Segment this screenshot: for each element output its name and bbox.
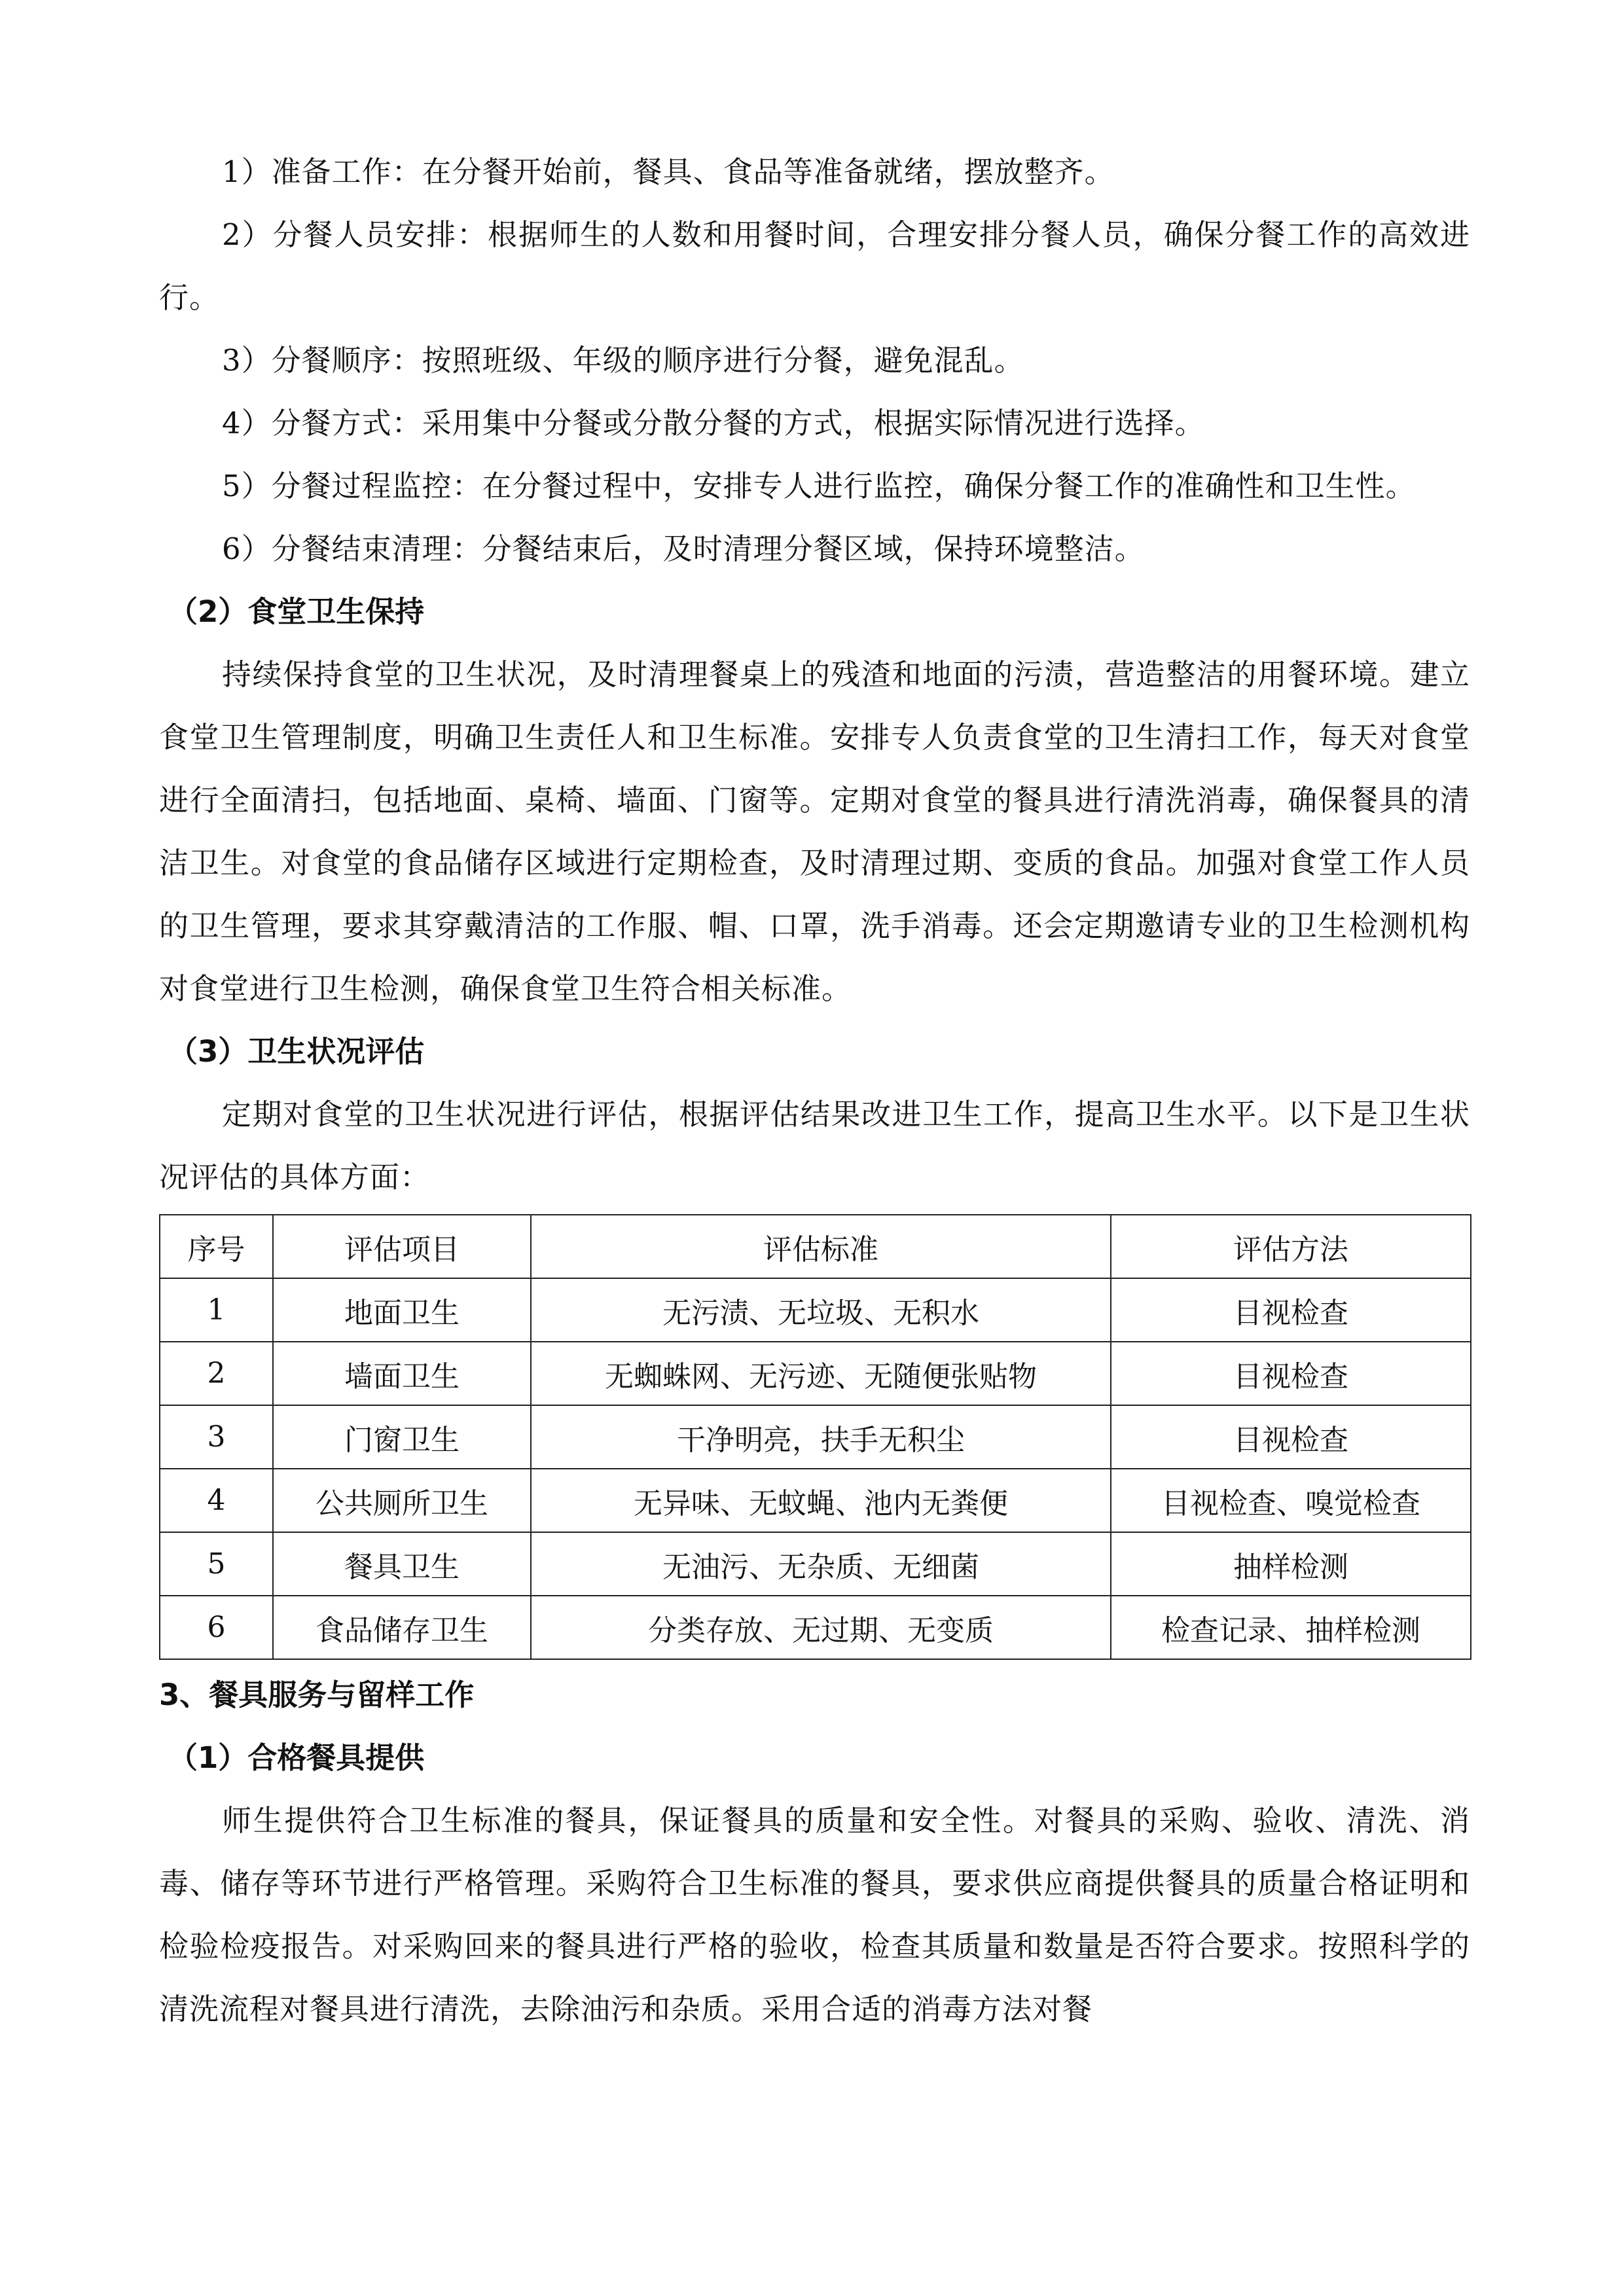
table-header-row [160,1215,1471,1278]
hygiene-body: 持续保持食堂的卫生状况，及时清理餐桌上的残渣和地面的污渍，营造整洁的用餐环境。建立食堂卫生管理制度，明确卫生责任人和卫生标准。安排专人负责食堂的卫生清扫工作，每天对食堂进行全面清扫，包括地面、桌椅、墙面、门窗等。定期对食堂的餐具进行清洗消毒，确保餐具的清洁卫生。对食堂的食品储存区域进行定期检查，及时清理过期、变质的食品。加强对食堂工作人员的卫生管理，要求其穿戴清洁的工作服、帽、口罩，洗手消毒。还会定期邀请专业的卫生检测机构对食堂进行卫生检测，确保食堂卫生符合相关标准。 [159,657,1470,1006]
table-cell-item: 公共厕所卫生 [273,1469,531,1532]
table-cell-index: 2 [160,1342,273,1405]
table-row [160,1469,1471,1532]
table-cell-method: 目视检查 [1111,1342,1471,1405]
section-a-item-4: 4）分餐方式：采用集中分餐或分散分餐的方式，根据实际情况进行选择。 [222,406,1205,440]
table-cell-index: 3 [160,1405,273,1469]
table-cell-item: 门窗卫生 [273,1405,531,1469]
table-cell-item: 墙面卫生 [273,1342,531,1405]
table-row [160,1342,1471,1405]
table-row [160,1532,1471,1596]
table-cell-item: 地面卫生 [273,1278,531,1342]
hygiene-heading: （2）食堂卫生保持 [168,594,425,629]
tableware-body: 师生提供符合卫生标准的餐具，保证餐具的质量和安全性。对餐具的采购、验收、清洗、消毒、储存等环节进行严格管理。采购符合卫生标准的餐具，要求供应商提供餐具的质量合格证明和检验检疫报告。对采购回来的餐具进行严格的验收，检查其质量和数量是否符合要求。按照科学的清洗流程对餐具进行清洗，去除油污和杂质。采用合适的消毒方法对餐 [159,1803,1470,2026]
section-a-item-6: 6）分餐结束清理：分餐结束后，及时清理分餐区域，保持环境整洁。 [222,531,1145,566]
tableware-heading: （1）合格餐具提供 [168,1740,425,1775]
table-cell-method: 目视检查 [1111,1405,1471,1469]
table-cell-standard: 干净明亮，扶手无积尘 [531,1405,1111,1469]
column-header-standard: 评估标准 [531,1215,1111,1278]
table-cell-standard: 无异味、无蚊蝇、池内无粪便 [531,1469,1111,1532]
table-cell-standard: 分类存放、无过期、无变质 [531,1596,1111,1659]
section-a-item-5: 5）分餐过程监控：在分餐过程中，安排专人进行监控，确保分餐工作的准确性和卫生性。 [222,469,1416,503]
column-header-item: 评估项目 [273,1215,531,1278]
assessment-intro: 定期对食堂的卫生状况进行评估，根据评估结果改进卫生工作，提高卫生水平。以下是卫生状况评估的具体方面： [159,1097,1470,1194]
table-cell-method: 检查记录、抽样检测 [1111,1596,1471,1659]
table-cell-item: 食品储存卫生 [273,1596,531,1659]
table-cell-method: 目视检查、嗅觉检查 [1111,1469,1471,1532]
table-cell-standard: 无油污、无杂质、无细菌 [531,1532,1111,1596]
table-cell-index: 1 [160,1278,273,1342]
table-cell-index: 4 [160,1469,273,1532]
table-cell-method: 目视检查 [1111,1278,1471,1342]
assessment-heading: （3）卫生状况评估 [168,1034,425,1069]
column-header-index: 序号 [160,1215,273,1278]
section-a-item-1: 1）准备工作：在分餐开始前，餐具、食品等准备就绪，摆放整齐。 [222,154,1115,189]
section-a-item-2: 2）分餐人员安排：根据师生的人数和用餐时间，合理安排分餐人员，确保分餐工作的高效进行。 [159,217,1470,315]
table-cell-index: 5 [160,1532,273,1596]
table-cell-index: 6 [160,1596,273,1659]
table-cell-standard: 无蜘蛛网、无污迹、无随便张贴物 [531,1342,1111,1405]
page-content [159,141,1470,2041]
table-row [160,1278,1471,1342]
table-cell-item: 餐具卫生 [273,1532,531,1596]
table-row [160,1405,1471,1469]
section-a-item-3: 3）分餐顺序：按照班级、年级的顺序进行分餐，避免混乱。 [222,343,1024,378]
section-3-heading: 3、餐具服务与留样工作 [159,1677,475,1712]
table-cell-method: 抽样检测 [1111,1532,1471,1596]
table-row [160,1596,1471,1659]
assessment-table [159,1214,1471,1660]
column-header-method: 评估方法 [1111,1215,1471,1278]
table-cell-standard: 无污渍、无垃圾、无积水 [531,1278,1111,1342]
